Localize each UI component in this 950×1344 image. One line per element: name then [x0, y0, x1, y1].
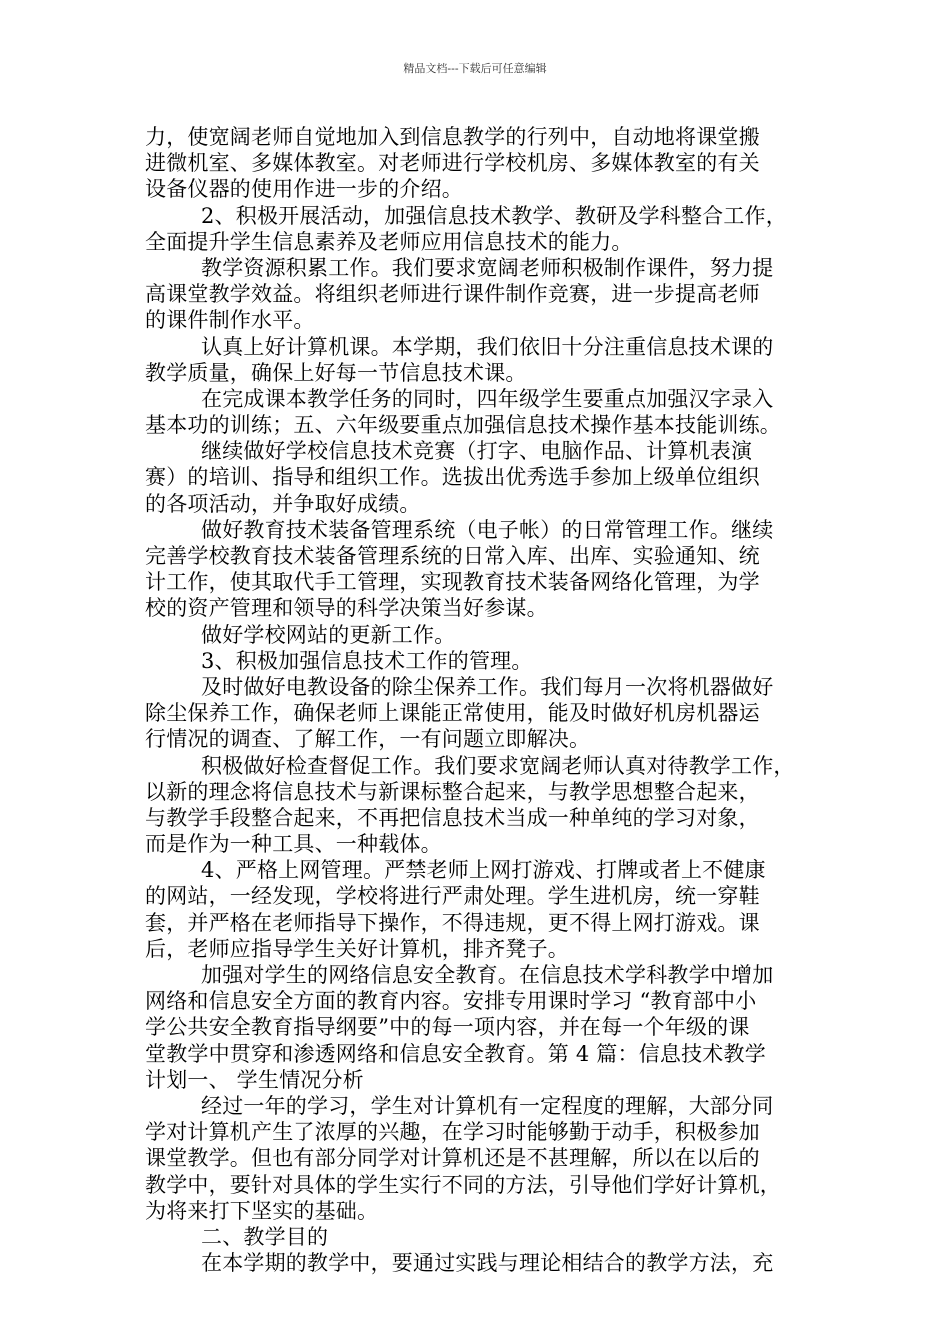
- text-line: 继续做好学校信息技术竞赛（打字、电脑作品、计算机表演: [201, 439, 753, 464]
- text-line: 完善学校教育技术装备管理系统的日常入库、出库、实验通知、统: [145, 544, 760, 568]
- text-line: 课堂教学。但也有部分同学对计算机还是不甚理解，所以在以后的: [145, 1146, 760, 1171]
- text-line: 后，老师应指导学生关好计算机，排齐凳子。: [145, 936, 569, 961]
- text-line: 计划一、 学生情况分析: [145, 1067, 364, 1092]
- text-line: 教学资源积累工作。我们要求宽阔老师积极制作课件，努力提: [201, 255, 774, 280]
- text-line: 计工作，使其取代手工管理，实现教育技术装备网络化管理，为学: [145, 570, 760, 595]
- text-line: 为将来打下坚实的基础。: [145, 1198, 379, 1223]
- document-body: [145, 124, 809, 1276]
- text-line: 及时做好电教设备的除尘保养工作。我们每月一次将机器做好: [201, 674, 774, 699]
- text-line: 的课件制作水平。: [145, 308, 315, 333]
- text-line: 在本学期的教学中，要通过实践与理论相结合的教学方法，充: [201, 1251, 774, 1276]
- text-line: 力，使宽阔老师自觉地加入到信息教学的行列中，自动地将课堂搬: [145, 125, 760, 149]
- text-line: 2、积极开展活动，加强信息技术教学、教研及学科整合工作，: [201, 203, 787, 228]
- text-line: 在完成课本教学任务的同时，四年级学生要重点加强汉字录入: [201, 386, 774, 411]
- text-line: 与教学手段整合起来，不再把信息技术当成一种单纯的学习对象，: [145, 805, 760, 830]
- text-line: 认真上好计算机课。本学期，我们依旧十分注重信息技术课的: [201, 334, 774, 359]
- text-line: 3、积极加强信息技术工作的管理。: [201, 648, 533, 673]
- text-line: 全面提升学生信息素养及老师应用信息技术的能力。: [145, 229, 633, 254]
- text-line: 做好学校网站的更新工作。: [201, 622, 456, 647]
- text-line: 二、教学目的: [201, 1224, 329, 1249]
- text-line: 基本功的训练；五、六年级要重点加强信息技术操作基本技能训练。: [145, 413, 781, 438]
- text-line: 学对计算机产生了浓厚的兴趣，在学习时能够勤于动手，积极参加: [145, 1120, 760, 1145]
- text-line: 设备仪器的使用作进一步的介绍。: [145, 177, 463, 202]
- text-line: 做好教育技术装备管理系统（电子帐）的日常管理工作。继续: [201, 517, 774, 542]
- text-line: 教学质量，确保上好每一节信息技术课。: [145, 360, 527, 385]
- page-header: 精品文档---下载后可任意编辑: [403, 62, 547, 75]
- text-line: 进微机室、多媒体教室。对老师进行学校机房、多媒体教室的有关: [145, 151, 760, 176]
- text-line: 校的资产管理和领导的科学决策当好参谋。: [145, 596, 548, 621]
- text-line: 加强对学生的网络信息安全教育。在信息技术学科教学中增加: [201, 963, 774, 987]
- text-line: 教学中，要针对具体的学生实行不同的方法，引导他们学好计算机，: [145, 1172, 781, 1197]
- text-line: 以新的理念将信息技术与新课标整合起来，与教学思想整合起来，: [145, 779, 760, 804]
- text-line: 的网站，一经发现，学校将进行严肃处理。学生进机房，统一穿鞋: [145, 884, 760, 909]
- text-line: 的各项活动，并争取好成绩。: [145, 491, 421, 516]
- text-line: 高课堂教学效益。将组织老师进行课件制作竞赛，进一步提高老师: [145, 282, 760, 307]
- text-line: 除尘保养工作，确保老师上课能正常使用，能及时做好机房机器运: [145, 701, 760, 726]
- text-line: 积极做好检查督促工作。我们要求宽阔老师认真对待教学工作，: [201, 753, 795, 778]
- text-line: 行情况的调查、了解工作，一有问题立即解决。: [145, 727, 591, 752]
- text-line: 堂教学中贯穿和渗透网络和信息安全教育。第 4 篇：信息技术教学: [145, 1041, 766, 1066]
- text-line: 赛）的培训、指导和组织工作。选拔出优秀选手参加上级单位组织: [145, 465, 760, 490]
- text-line: 套，并严格在老师指导下操作，不得违规，更不得上网打游戏。课: [145, 910, 760, 935]
- text-line: 4、严格上网管理。严禁老师上网打游戏、打牌或者上不健康: [201, 858, 766, 883]
- text-line: 网络和信息安全方面的教育内容。安排专用课时学习 “教育部中小: [145, 989, 757, 1014]
- text-line: 而是作为一种工具、一种载体。: [145, 832, 442, 857]
- text-line: 学公共安全教育指导纲要”中的每一项内容，并在每一个年级的课: [145, 1015, 750, 1040]
- text-line: 经过一年的学习，学生对计算机有一定程度的理解，大部分同: [201, 1093, 774, 1118]
